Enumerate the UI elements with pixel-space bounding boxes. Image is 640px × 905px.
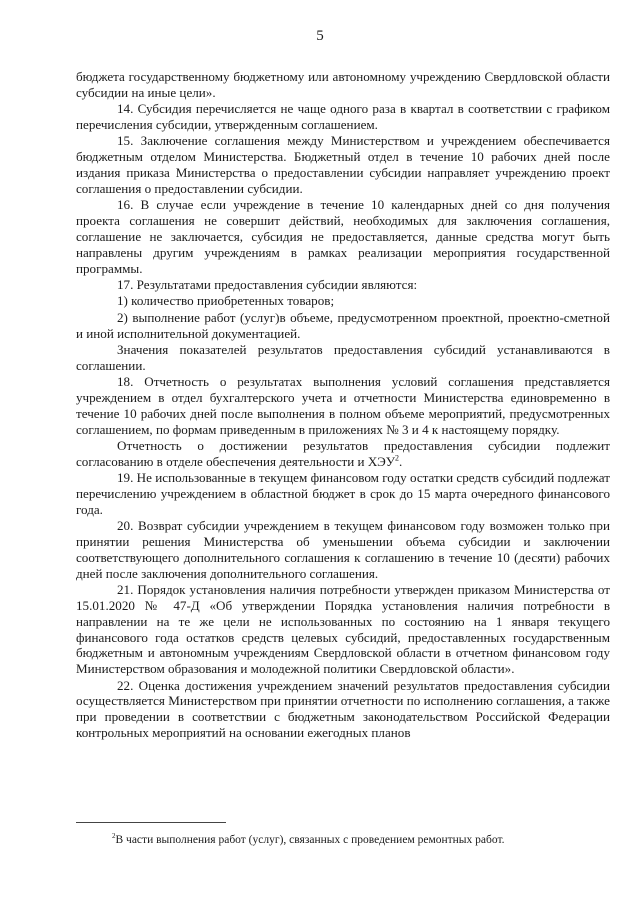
paragraph-text: 15. Заключение соглашения между Министерством и учреждением обеспечивается бюджетным отделом Министерства. Бюджетный отдел в течение 10 рабочих дней после издания приказа Министерства о предоставлении субсидии направляет учреждению проект соглашения о предоставлении субсидии. [76, 133, 610, 196]
paragraph-text: Значения показателей результатов предоставления субсидий устанавливаются в соглашении. [76, 341, 610, 373]
paragraph-p19 [76, 470, 610, 518]
paragraph-text: 22. Оценка достижения учреждением значений результатов предоставления субсидии осуществляется Министерством при принятии отчетности по исполнению соглашения, а также при проведении в соответствии с бюджетным законодательством Российской Федерации контрольных мероприятий на основании ежегодных планов [76, 677, 610, 741]
footnote-marker: 2 [112, 832, 116, 840]
footnote-separator [76, 822, 226, 823]
footnote-text: В части выполнения работ (услуг), связанных с проведением ремонтных работ. [115, 833, 505, 846]
paragraph-p17-3 [76, 342, 610, 374]
paragraph-p17 [76, 277, 610, 293]
paragraph-p18-2 [76, 438, 610, 470]
paragraph-p22 [76, 678, 610, 741]
paragraph-p15 [76, 133, 610, 196]
document-body [76, 69, 610, 741]
paragraph-p20 [76, 518, 610, 581]
paragraph-p14 [76, 101, 610, 133]
page-number: 5 [316, 28, 324, 44]
paragraph-p18 [76, 374, 610, 437]
paragraph-text: 18. Отчетность о результатах выполнения условий соглашения представляется учреждением в отдел бухгалтерского учета и отчетности Министерства единовременно в течение 10 рабочих дней после выполнения в полном объеме мероприятий, предусмотренных соглашением, по формам приведенным в приложениях № 3 и 4 к настоящему порядку. [76, 374, 610, 437]
paragraph-text: 20. Возврат субсидии учреждением в текущем финансовом году возможен только при принятии решения Министерства об уменьшении объема субсидии и заключении соответствующего дополнительного соглашения к соглашению в течение 10 (десяти) рабочих дней после заключения дополнительного соглашения. [76, 518, 610, 581]
paragraph-text: бюджета государственному бюджетному или автономному учреждению Свердловской области субсидии на иные цели». [76, 69, 610, 100]
paragraph-text: 16. В случае если учреждение в течение 10 календарных дней со дня получения проекта соглашения не совершит действий, необходимых для заключения соглашения, соглашение не заключается, субсидия не предоставляется, данные средства могут быть направлены другим учреждениям в рамках реализации мероприятия государственной программы. [76, 197, 610, 276]
paragraph-text: Отчетность о достижении результатов предоставления субсидии подлежит согласованию в отделе обеспечения деятельности и ХЭУ [76, 437, 610, 469]
paragraph-p17-2 [76, 310, 610, 342]
footnote-reference: 2 [395, 453, 400, 463]
paragraph-text: 19. Не использованные в текущем финансовом году остатки средств субсидий подлежат перечислению учреждением в областной бюджет в срок до 15 марта очередного финансового года. [76, 470, 610, 517]
paragraph-text: 2) выполнение работ (услуг)в объеме, предусмотренном проектной, проектно-сметной и иной исполнительной документацией. [76, 309, 610, 341]
paragraph-text: 14. Субсидия перечисляется не чаще одного раза в квартал в соответствии с графиком перечисления субсидии, утвержденным соглашением. [76, 101, 610, 133]
paragraph-p17-1 [76, 293, 610, 309]
paragraph-text: 1) количество приобретенных товаров; [117, 293, 335, 309]
footnote [112, 829, 612, 847]
paragraph-tail: . [399, 453, 403, 469]
paragraph-text: 21. Порядок установления наличия потребности утвержден приказом Министерства от 15.01.2020 № 47-Д «Об утверждении Порядка установления наличия потребности в направлении на те же цели не использованных по состоянию на 1 января текущего финансового года остатков средств целевых субсидий, предоставленных государственным бюджетным и автономным учреждениям Свердловской области в отчетном финансовом году Министерством образования и молодежной политики Свердловской области». [76, 582, 610, 677]
paragraph-text: 17. Результатами предоставления субсидии являются: [117, 276, 418, 292]
paragraph-p13-cont [76, 69, 610, 101]
paragraph-p21 [76, 582, 610, 677]
paragraph-p16 [76, 197, 610, 276]
